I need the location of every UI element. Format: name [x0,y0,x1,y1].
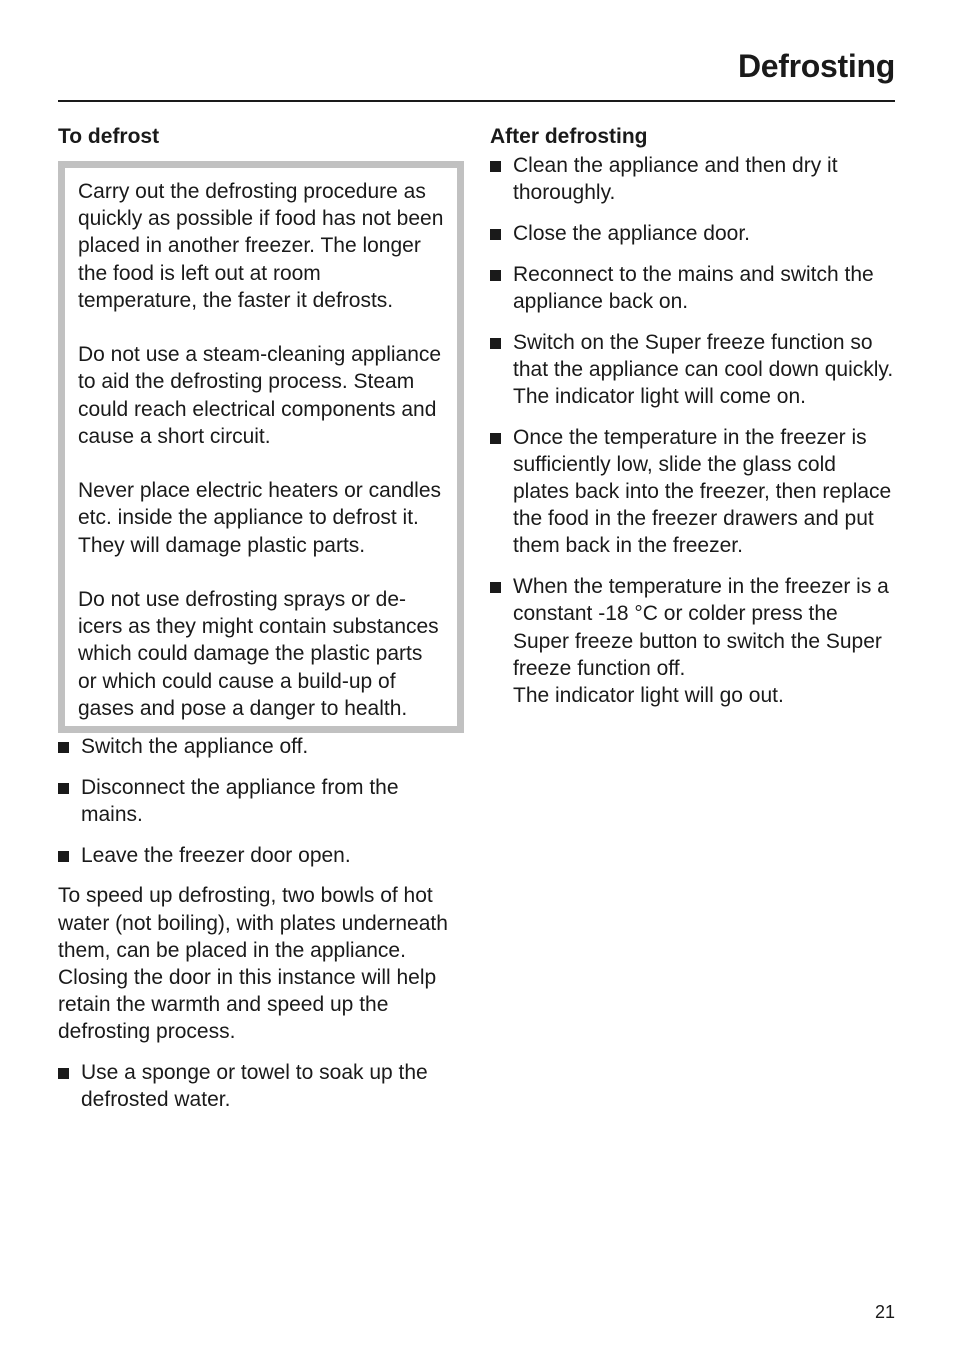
bullet-square-icon [490,338,501,349]
list-item-text: When the temperature in the freezer is a constant -18 °C or colder press the Super freeze button to switch the Super freeze function off. [513,575,889,680]
section-heading-after-defrosting: After defrosting [490,125,648,148]
header-rule [58,100,895,102]
warning-paragraph: Do not use a steam-cleaning appliance to aid the defrosting process. Steam could reach electrical components and cause a short circuit. [78,343,442,448]
list-item-text: Reconnect to the mains and switch the appliance back on. [513,262,874,313]
bullet-square-icon [490,582,501,593]
after-defrost-steps-list [490,152,895,709]
list-item [58,1059,464,1113]
list-item [490,573,895,709]
list-item-text: Once the temperature in the freezer is sufficiently low, slide the glass cold plates back into the freezer, then replace the food in the freezer drawers and put them back in the freezer. [513,425,892,558]
list-item [490,329,895,411]
right-column [490,122,895,723]
list-item [58,774,464,828]
list-item-text: Clean the appliance and then dry it thoroughly. [513,154,838,205]
defrost-steps-list [58,733,464,869]
defrost-final-step-list [58,1059,464,1113]
body-paragraph: To speed up defrosting, two bowls of hot water (not boiling), with plates underneath them, can be placed in the appliance. Closing the door in this instance will help retain the warmth and speed up the defrosting process. [58,884,448,1044]
list-item [58,842,464,869]
list-item-text: Switch the appliance off. [81,735,309,759]
list-item [490,424,895,560]
page-number: 21 [874,1302,895,1322]
list-item-text: Close the appliance door. [513,221,750,245]
list-item [58,733,464,760]
bullet-square-icon [490,161,501,172]
list-item-text: Use a sponge or towel to soak up the defrosted water. [81,1061,428,1112]
warning-paragraph: Carry out the defrosting procedure as quickly as possible if food has not been placed in another freezer. The longer the food is left out at room temperature, the faster it defrosts. [78,180,444,312]
bullet-square-icon [490,270,501,281]
list-item [490,152,895,206]
list-item-text: The indicator light will go out. [513,683,784,707]
warning-paragraph: Do not use defrosting sprays or de-icers as they might contain substances which could damage the plastic parts or which could cause a build-up of gases and pose a danger to health. [78,588,439,720]
warning-paragraph: Never place electric heaters or candles etc. inside the appliance to defrost it. They will damage plastic parts. [78,479,442,557]
bullet-square-icon [58,742,69,753]
list-item-text: Disconnect the appliance from the mains. [81,775,399,826]
left-column [58,122,464,1127]
list-item-text: Leave the freezer door open. [81,843,351,867]
bullet-square-icon [490,229,501,240]
bullet-square-icon [58,1068,69,1079]
bullet-square-icon [58,783,69,794]
list-item-text: Switch on the Super freeze function so that the appliance can cool down quickly. The indicator light will come on. [513,330,894,408]
bullet-square-icon [490,433,501,444]
warning-box [58,161,464,733]
list-item [490,220,895,247]
section-heading-to-defrost: To defrost [58,125,160,148]
page-title: Defrosting [737,48,895,84]
list-item [490,261,895,315]
bullet-square-icon [58,851,69,862]
